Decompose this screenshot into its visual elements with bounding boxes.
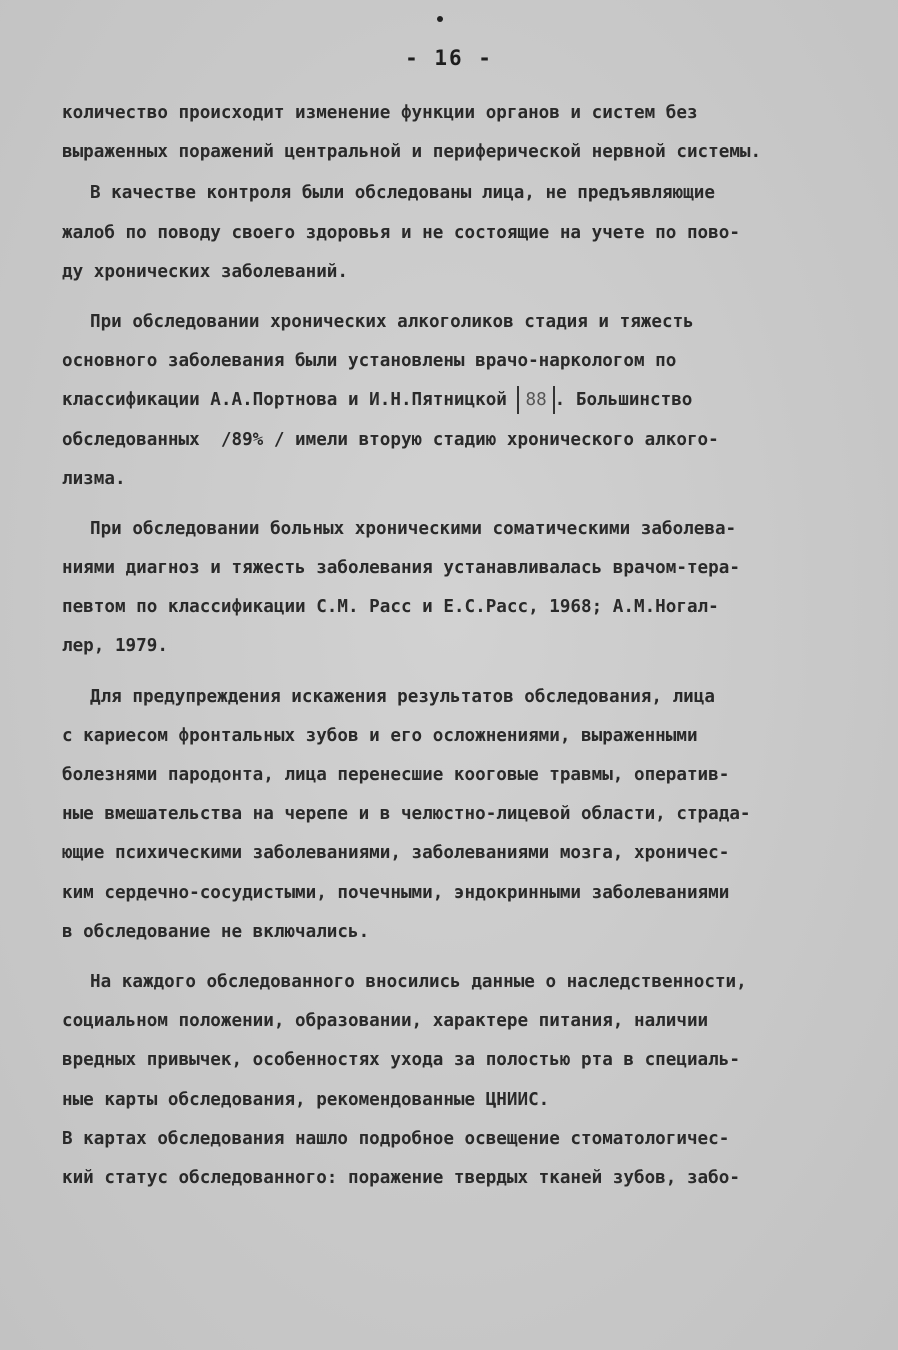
- text-line: количество происходит изменение функции органов и систем без: [62, 103, 698, 123]
- text-line: жалоб по поводу своего здоровья и не состоящие на учете по пово-: [62, 222, 740, 243]
- text-line: ющие психическими заболеваниями, заболеваниями мозга, хроничес-: [62, 843, 730, 864]
- text-line: выраженных поражений центральной и периферической нервной системы.: [62, 142, 762, 163]
- text-line: болезнями пародонта, лица перенесшие кооговые травмы, оператив-: [62, 765, 730, 785]
- text-line: При обследовании больных хроническими соматическими заболева-: [90, 518, 737, 539]
- text-line: ные карты обследования, рекомендованные ЦНИИС.: [62, 1089, 550, 1110]
- text-line: социальном положении, образовании, характере питания, наличии: [62, 1011, 709, 1032]
- body-text: [62, 94, 842, 1198]
- text-line: ные вмешательства на черепе и в челюстно-лицевой области, страда-: [62, 804, 751, 825]
- text-line: в обследование не включались.: [62, 921, 370, 942]
- text-line: В качестве контроля были обследованы лица, не предъявляющие: [90, 183, 715, 204]
- text-fragment: классификации А.А.Портнова и И.Н.Пятницкой: [62, 390, 507, 411]
- text-line: Для предупреждения искажения результатов обследования, лица: [90, 686, 715, 707]
- text-line: ниями диагноз и тяжесть заболевания устанавливалась врачом-тера-: [62, 558, 740, 579]
- text-line: лизма.: [62, 468, 126, 489]
- text-line: ким сердечно-сосудистыми, почечными, эндокринными заболеваниями: [62, 882, 730, 903]
- text-line: лер, 1979.: [62, 636, 168, 657]
- page-number: - 16 -: [405, 46, 493, 70]
- text-line: На каждого обследованного вносились данные о наследственности,: [90, 971, 747, 992]
- text-line: При обследовании хронических алкоголиков стадия и тяжесть: [90, 311, 694, 332]
- text-line: В картах обследования нашло подробное освещение стоматологичес-: [62, 1128, 730, 1149]
- text-line: певтом по классификации С.М. Расс и Е.С.Расс, 1968; А.М.Ногал-: [62, 597, 719, 618]
- citation-reference: 88: [517, 386, 554, 414]
- text-line: обследованных /89% / имели вторую стадию хронического алкого-: [62, 429, 719, 450]
- text-line-with-citation: [62, 381, 842, 420]
- text-line: вредных привычек, особенностях ухода за полостью рта в специаль-: [62, 1050, 740, 1071]
- text-fragment: . Большинство: [554, 390, 693, 411]
- text-line: с кариесом фронтальных зубов и его осложнениями, выраженными: [62, 725, 698, 746]
- text-line: ду хронических заболеваний.: [62, 261, 348, 282]
- page-mark-dot: [437, 16, 443, 22]
- text-line: кий статус обследованного: поражение твердых тканей зубов, забо-: [62, 1167, 740, 1188]
- text-line: основного заболевания были установлены врачо-наркологом по: [62, 351, 677, 372]
